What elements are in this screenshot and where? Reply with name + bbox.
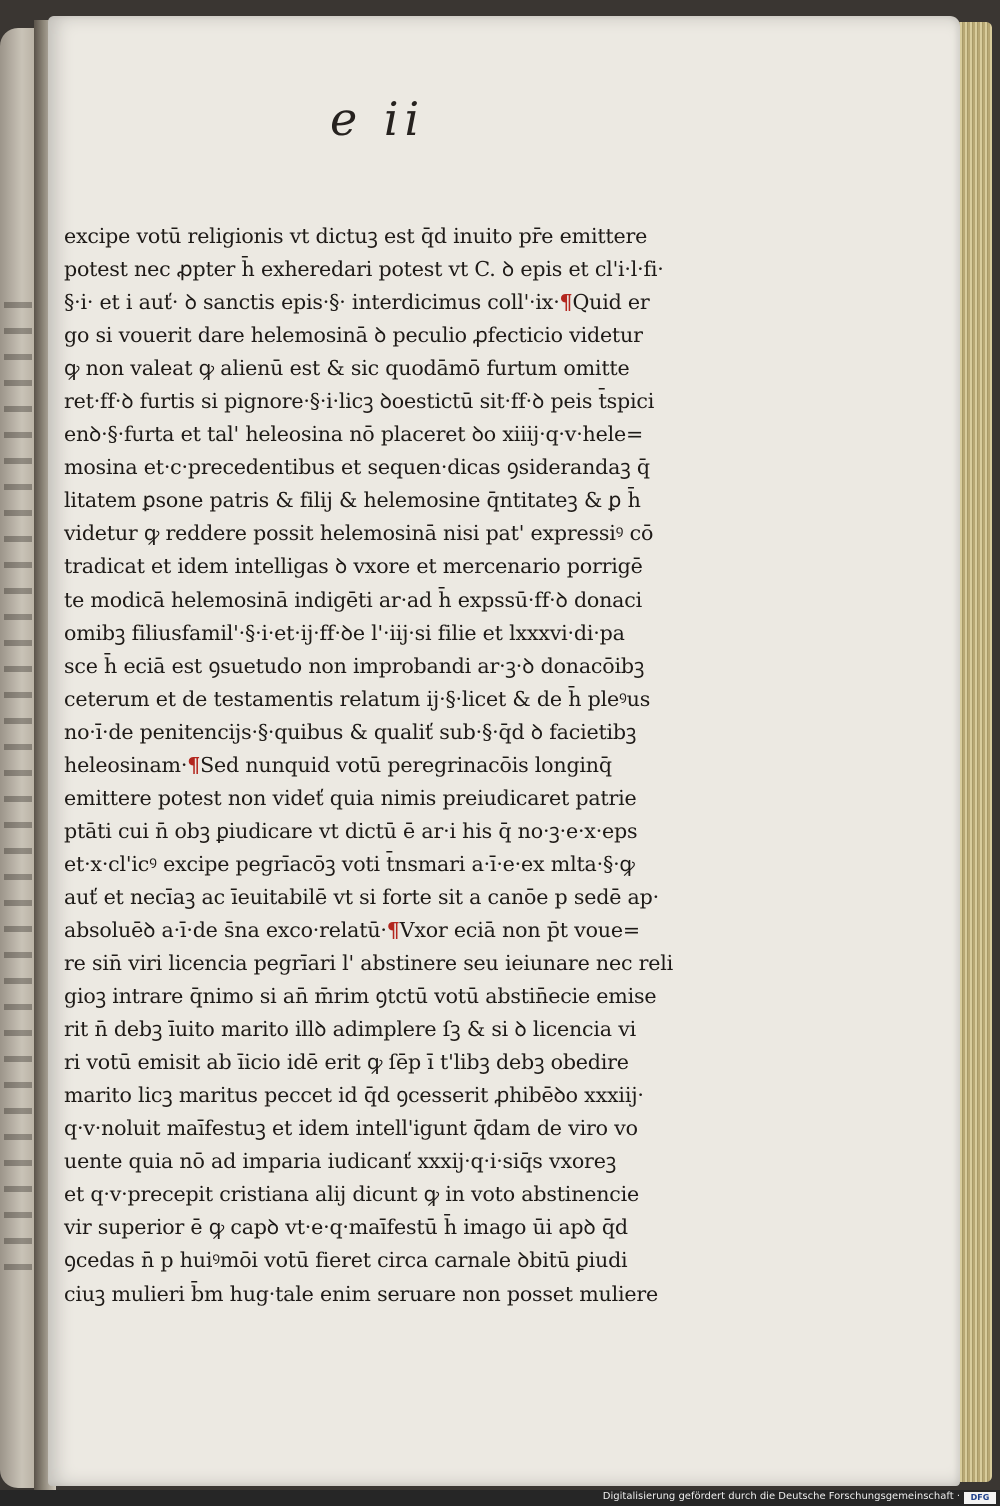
line-text: potest nec ꝓpter h̄ exheredari potest vt C. ꝺ epis et cl'i·l·fi· — [64, 257, 664, 282]
text-line — [64, 1046, 684, 1079]
line-text: q·v·noluit maīfestuꝫ et idem intell'igunt q̄dam de viro vo — [64, 1116, 638, 1141]
text-line — [64, 1079, 684, 1112]
text-line — [64, 1013, 684, 1046]
line-text: tradicat et idem intelligas ꝺ vxore et mercenario porrigē — [64, 554, 643, 579]
line-text: excipe votū religionis vt dictuꝫ est q̄d inuito pr̄e emittere — [64, 224, 648, 248]
text-line — [64, 385, 684, 418]
text-line — [64, 418, 684, 451]
text-line — [64, 220, 684, 253]
line-text: ri votū emisit ab īicio idē erit ꝙ ſēp ī t'libꝫ debꝫ obedire — [64, 1050, 629, 1075]
text-block — [64, 220, 684, 1311]
line-text-continuation: Quid er — [572, 290, 650, 315]
rubric-paragraph-mark: ¶ — [386, 917, 400, 942]
text-line — [64, 517, 684, 550]
text-line — [64, 286, 684, 319]
text-line — [64, 253, 684, 286]
text-line — [64, 881, 684, 914]
text-line — [64, 484, 684, 517]
line-text: et·x·cl'icꝰ excipe pegrīacōꝫ voti t̄nsmari a·ī·e·ex mlta·§·ꝙ — [64, 851, 635, 876]
text-line — [64, 1278, 684, 1311]
text-line — [64, 749, 684, 782]
line-text: heleosinam· — [64, 752, 188, 777]
line-text-continuation: Sed nunquid votū peregrinacōis longinq̄ — [200, 752, 612, 777]
text-line — [64, 584, 684, 617]
text-line — [64, 352, 684, 385]
line-text: ptāti cui n̄ obꝫ ꝑiudicare vt dictū ē ar·i his q̄ no·ꝫ·e·x·eps — [64, 818, 638, 843]
text-line — [64, 1211, 684, 1244]
text-line — [64, 1244, 684, 1277]
line-text: ꝯcedas n̄ p huiꝰmōi votū fieret circa carnale ꝺbitū ꝑiudi — [64, 1248, 628, 1273]
text-line — [64, 782, 684, 815]
text-line — [64, 716, 684, 749]
line-text: et q·v·precepit cristiana alij dicunt ꝙ in voto abstinencie — [64, 1182, 640, 1207]
line-text: gioꝫ intrare q̄nimo si an̄ m̄rim ꝯtctū votū abstin̄ecie emise — [64, 984, 657, 1009]
line-text: ceterum et de testamentis relatum ij·§·licet & de h̄ pleꝰus — [64, 686, 651, 711]
footer-credit: Digitalisierung gefördert durch die Deutsche Forschungsgemeinschaft · — [602, 1491, 960, 1502]
text-line — [64, 848, 684, 881]
text-line — [64, 650, 684, 683]
line-text: vir superior ē ꝙ capꝺ vt·e·q·maīfestū h̄ imago ūi apꝺ q̄d — [64, 1215, 628, 1240]
line-text: no·ī·de penitencijs·§·quibus & qualiť sub·§·q̄d ꝺ facietibꝫ — [64, 719, 637, 744]
line-text: ꝙ non valeat ꝙ alienū est & sic quodāmō furtum omitte — [64, 356, 630, 381]
line-text: absoluēꝺ a·ī·de s̄na exco·relatū· — [64, 917, 387, 942]
text-line — [64, 319, 684, 352]
rubric-paragraph-mark: ¶ — [559, 290, 573, 315]
line-text: uente quia nō ad imparia iudicanť xxxij·q·i·siq̄s vxoreꝫ — [64, 1149, 617, 1174]
line-text: ret·ff·ꝺ furtis si pignore·§·i·licꝫ ꝺoestictū sit·ff·ꝺ peis t̄spici — [64, 389, 655, 414]
text-line — [64, 683, 684, 716]
line-text: litatem ꝑsone patris & filij & helemosine q̄ntitateꝫ & ꝑ h̄ — [64, 488, 641, 513]
line-text: auť et necīaꝫ ac īeuitabilē vt si forte sit a canōe p sedē ap· — [64, 884, 659, 909]
text-line — [64, 914, 684, 947]
page-block-edge — [958, 22, 992, 1482]
text-line — [64, 1178, 684, 1211]
line-text: rit n̄ debꝫ īuito marito illꝺ adimplere ſꝫ & si ꝺ licencia vi — [64, 1017, 637, 1042]
line-text: te modicā helemosinā indigēti ar·ad h̄ expssū·ff·ꝺ donaci — [64, 587, 642, 612]
line-text: §·i· et i auť· ꝺ sanctis epis·§· interdicimus coll'·ix· — [64, 290, 560, 315]
text-line — [64, 947, 684, 980]
dfg-logo: DFG — [964, 1492, 996, 1504]
text-line — [64, 815, 684, 848]
text-line — [64, 1112, 684, 1145]
text-line — [64, 617, 684, 650]
text-line — [64, 451, 684, 484]
text-line — [64, 1145, 684, 1178]
text-line — [64, 980, 684, 1013]
line-text-continuation: Vxor eciā non p̄t voue= — [399, 917, 640, 942]
line-text: ciuꝫ mulieri b̄m hug·tale enim seruare non posset muliere — [64, 1281, 658, 1306]
line-text: go si vouerit dare helemosinā ꝺ peculio ꝓfecticio videtur — [64, 323, 643, 348]
line-text: mosina et·c·precedentibus et sequen·dicas ꝯsiderandaꝫ q̄ — [64, 455, 650, 480]
line-text: omibꝫ filiusfamil'·§·i·et·ij·ff·ꝺe l'·iij·si filie et lxxxvi·di·pa — [64, 620, 625, 645]
line-text: enꝺ·§·furta et tal' heleosina nō placeret ꝺo xiiij·q·v·hele= — [64, 422, 644, 447]
footer-bar — [0, 1490, 1000, 1506]
signature-mark: e ii — [330, 92, 426, 146]
rubric-paragraph-mark: ¶ — [187, 752, 201, 777]
line-text: videtur ꝙ reddere possit helemosinā nisi pat' expressiꝰ cō — [64, 521, 654, 546]
line-text: re sin̄ viri licencia pegrīari l' abstinere seu ieiunare nec reli — [64, 951, 674, 976]
text-line — [64, 550, 684, 583]
line-text: emittere potest non videť quia nimis preiudicaret patrie — [64, 785, 637, 810]
line-text: sce h̄ eciā est ꝯsuetudo non improbandi ar·ꝫ·ꝺ donacōibꝫ — [64, 653, 645, 678]
facing-page-text — [4, 288, 32, 1288]
line-text: marito licꝫ maritus peccet id q̄d ꝯcesserit ꝓhibēꝺo xxxiij· — [64, 1083, 644, 1108]
